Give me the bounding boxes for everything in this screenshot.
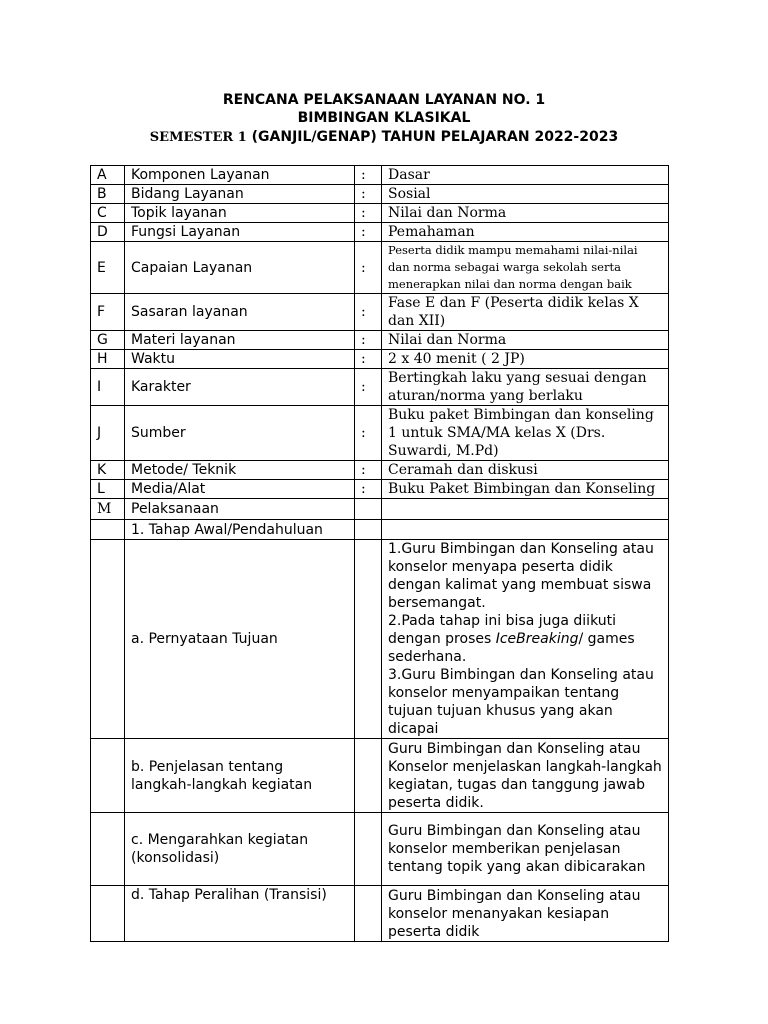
row-colon: : bbox=[355, 331, 382, 350]
table-row bbox=[91, 223, 669, 242]
row-value: Fase E dan F (Peserta didik kelas X dan XII) bbox=[382, 294, 669, 331]
row-colon: : bbox=[355, 406, 382, 461]
table-row bbox=[91, 813, 669, 886]
step-paragraph: 3.Guru Bimbingan dan Konseling atau konselor menyampaikan tentang tujuan tujuan khusus yang akan dicapai bbox=[388, 667, 654, 737]
step-paragraph bbox=[388, 612, 662, 666]
row-letter: G bbox=[91, 331, 125, 350]
empty-cell bbox=[91, 813, 125, 886]
step-description: Guru Bimbingan dan Konseling atau konselor memberikan penjelasan tentang topik yang akan dibicarakan bbox=[382, 813, 669, 886]
row-label: Waktu bbox=[125, 350, 355, 369]
table-row bbox=[91, 886, 669, 942]
table-row bbox=[91, 350, 669, 369]
document-subtitle: BIMBINGAN KLASIKAL bbox=[297, 110, 471, 126]
row-value: Buku Paket Bimbingan dan Konseling bbox=[382, 480, 669, 499]
empty-cell bbox=[382, 520, 669, 540]
table-row bbox=[91, 461, 669, 480]
table-row bbox=[91, 166, 669, 185]
document-title: RENCANA PELAKSANAAN LAYANAN NO. 1 bbox=[222, 92, 546, 108]
empty-cell bbox=[91, 739, 125, 813]
row-letter: B bbox=[91, 185, 125, 204]
row-value: 2 x 40 menit ( 2 JP) bbox=[382, 350, 669, 369]
row-colon: : bbox=[355, 223, 382, 242]
empty-cell bbox=[355, 540, 382, 739]
row-label: Karakter bbox=[125, 369, 355, 406]
row-letter: L bbox=[91, 480, 125, 499]
row-letter: F bbox=[91, 294, 125, 331]
empty-cell bbox=[91, 886, 125, 942]
empty-cell bbox=[91, 520, 125, 540]
row-letter: E bbox=[91, 242, 125, 294]
semester-label: SEMESTER 1 bbox=[149, 130, 247, 145]
step-paragraph: 1.Guru Bimbingan dan Konseling atau konselor menyapa peserta didik dengan kalimat yang membuat siswa bersemangat. bbox=[388, 541, 654, 611]
row-colon: : bbox=[355, 242, 382, 294]
table-row bbox=[91, 185, 669, 204]
row-label: Bidang Layanan bbox=[125, 185, 355, 204]
paragraph-text: 2.Pada tahap ini bisa juga diikuti dengan proses bbox=[388, 613, 616, 647]
row-value: Ceramah dan diskusi bbox=[382, 461, 669, 480]
row-letter: I bbox=[91, 369, 125, 406]
row-label: Komponen Layanan bbox=[125, 166, 355, 185]
row-colon: : bbox=[355, 185, 382, 204]
row-value: Nilai dan Norma bbox=[382, 331, 669, 350]
row-label: Materi layanan bbox=[125, 331, 355, 350]
row-letter: C bbox=[91, 204, 125, 223]
row-label: Fungsi Layanan bbox=[125, 223, 355, 242]
row-label: Sasaran layanan bbox=[125, 294, 355, 331]
row-colon: : bbox=[355, 204, 382, 223]
table-row bbox=[91, 331, 669, 350]
row-letter: A bbox=[91, 166, 125, 185]
row-label: Metode/ Teknik bbox=[125, 461, 355, 480]
step-description: Guru Bimbingan dan Konseling atau konselor menanyakan kesiapan peserta didik bbox=[382, 886, 669, 942]
step-label: c. Mengarahkan kegiatan (konsolidasi) bbox=[125, 813, 355, 886]
row-letter: H bbox=[91, 350, 125, 369]
row-value: Buku paket Bimbingan dan konseling 1 untuk SMA/MA kelas X (Drs. Suwardi, M.Pd) bbox=[382, 406, 669, 461]
empty-cell bbox=[382, 499, 669, 520]
table-row bbox=[91, 520, 669, 540]
academic-year: (GANJIL/GENAP) TAHUN PELAJARAN 2022-2023 bbox=[251, 129, 619, 145]
step-description: Guru Bimbingan dan Konseling atau Konselor menjelaskan langkah-langkah kegiatan, tugas dan tanggung jawab peserta didik. bbox=[382, 739, 669, 813]
table-row bbox=[91, 369, 669, 406]
table-row bbox=[91, 540, 669, 739]
row-value: Peserta didik mampu memahami nilai-nilai dan norma sebagai warga sekolah serta menerapkan nilai dan norma dengan baik bbox=[382, 242, 669, 294]
row-value: Nilai dan Norma bbox=[382, 204, 669, 223]
empty-cell bbox=[355, 520, 382, 540]
step-description bbox=[382, 540, 669, 739]
row-label: Capaian Layanan bbox=[125, 242, 355, 294]
paragraph-text: / games sederhana. bbox=[388, 631, 635, 665]
empty-cell bbox=[355, 813, 382, 886]
row-letter: J bbox=[91, 406, 125, 461]
row-letter: M bbox=[91, 499, 125, 520]
document-semester-line bbox=[0, 129, 768, 145]
table-row bbox=[91, 480, 669, 499]
table-row bbox=[91, 242, 669, 294]
icebreaking-term: IceBreaking bbox=[495, 631, 579, 647]
row-value: Dasar bbox=[382, 166, 669, 185]
row-value: Sosial bbox=[382, 185, 669, 204]
table-row bbox=[91, 499, 669, 520]
row-label: Sumber bbox=[125, 406, 355, 461]
row-colon: : bbox=[355, 350, 382, 369]
step-label: a. Pernyataan Tujuan bbox=[125, 540, 355, 739]
step-label: d. Tahap Peralihan (Transisi) bbox=[125, 886, 355, 942]
table-row bbox=[91, 294, 669, 331]
empty-cell bbox=[355, 739, 382, 813]
row-colon: : bbox=[355, 369, 382, 406]
row-label: Topik layanan bbox=[125, 204, 355, 223]
row-colon: : bbox=[355, 480, 382, 499]
empty-cell bbox=[91, 540, 125, 739]
step-label: b. Penjelasan tentang langkah-langkah kegiatan bbox=[125, 739, 355, 813]
row-value: Bertingkah laku yang sesuai dengan aturan/norma yang berlaku bbox=[382, 369, 669, 406]
stage-label: 1. Tahap Awal/Pendahuluan bbox=[125, 520, 355, 540]
empty-cell bbox=[355, 886, 382, 942]
empty-cell bbox=[355, 499, 382, 520]
table-row bbox=[91, 204, 669, 223]
row-label: Media/Alat bbox=[125, 480, 355, 499]
row-label: Pelaksanaan bbox=[125, 499, 355, 520]
row-colon: : bbox=[355, 294, 382, 331]
row-value: Pemahaman bbox=[382, 223, 669, 242]
plan-table bbox=[90, 165, 669, 942]
table-row bbox=[91, 739, 669, 813]
row-colon: : bbox=[355, 166, 382, 185]
table-row bbox=[91, 406, 669, 461]
row-colon: : bbox=[355, 461, 382, 480]
row-letter: D bbox=[91, 223, 125, 242]
row-letter: K bbox=[91, 461, 125, 480]
